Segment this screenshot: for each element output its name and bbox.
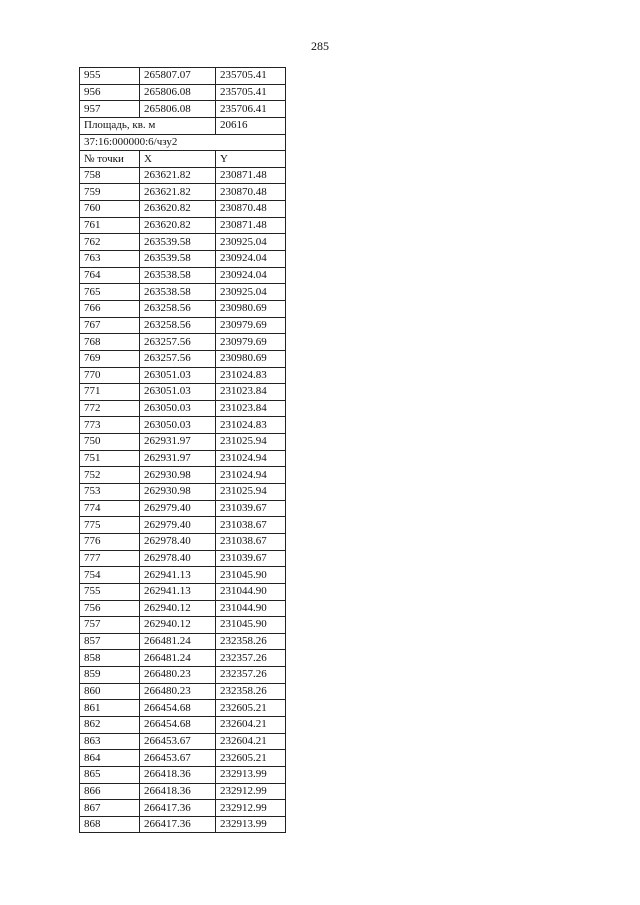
x-coordinate-cell: 263621.82 [140, 184, 216, 201]
cadastral-number-cell: 37:16:000000:6/чзу2 [80, 134, 286, 151]
x-coordinate-cell: 266454.68 [140, 700, 216, 717]
y-coordinate-cell: 232358.26 [216, 633, 286, 650]
point-number-cell: 860 [80, 683, 140, 700]
x-coordinate-cell: 262978.40 [140, 533, 216, 550]
table-row [80, 84, 286, 101]
table-row [80, 567, 286, 584]
y-coordinate-cell: 232913.99 [216, 766, 286, 783]
y-coordinate-cell: 230924.04 [216, 251, 286, 268]
y-coordinate-cell: 231024.94 [216, 450, 286, 467]
y-coordinate-cell: 231023.84 [216, 384, 286, 401]
point-number-cell: 756 [80, 600, 140, 617]
point-number-cell: 868 [80, 816, 140, 833]
y-coordinate-cell: 231025.94 [216, 434, 286, 451]
y-coordinate-cell: 232912.99 [216, 783, 286, 800]
table-row [80, 267, 286, 284]
x-coordinate-cell: 266480.23 [140, 667, 216, 684]
y-coordinate-cell: 231039.67 [216, 500, 286, 517]
point-number-cell: 956 [80, 84, 140, 101]
table-row [80, 217, 286, 234]
point-number-cell: 752 [80, 467, 140, 484]
x-coordinate-cell: 266454.68 [140, 716, 216, 733]
table-row [80, 400, 286, 417]
table-row [80, 600, 286, 617]
table-row [80, 251, 286, 268]
y-coordinate-cell: 231039.67 [216, 550, 286, 567]
x-coordinate-cell: 266418.36 [140, 783, 216, 800]
page-number: 285 [311, 39, 329, 53]
x-coordinate-cell: 263538.58 [140, 267, 216, 284]
area-value-cell: 20616 [216, 117, 286, 134]
x-coordinate-cell: 262941.13 [140, 583, 216, 600]
y-coordinate-cell: 231024.83 [216, 417, 286, 434]
table-row [80, 750, 286, 767]
point-number-cell: 773 [80, 417, 140, 434]
table-row [80, 633, 286, 650]
y-coordinate-cell: 232605.21 [216, 750, 286, 767]
x-coordinate-cell: 262931.97 [140, 450, 216, 467]
x-coordinate-cell: 265806.08 [140, 84, 216, 101]
table-row [80, 184, 286, 201]
table-row [80, 417, 286, 434]
y-coordinate-cell: 232604.21 [216, 733, 286, 750]
table-row [80, 766, 286, 783]
x-coordinate-cell: 263539.58 [140, 234, 216, 251]
x-coordinate-cell: 266481.24 [140, 633, 216, 650]
table-row [80, 467, 286, 484]
table-row [80, 617, 286, 634]
x-coordinate-cell: 262940.12 [140, 600, 216, 617]
point-number-cell: 750 [80, 434, 140, 451]
point-number-cell: 754 [80, 567, 140, 584]
table-row [80, 167, 286, 184]
y-coordinate-cell: 235706.41 [216, 101, 286, 118]
point-number-cell: 770 [80, 367, 140, 384]
coordinates-table-body [80, 68, 286, 833]
x-coordinate-cell: 263258.56 [140, 300, 216, 317]
point-number-cell: 761 [80, 217, 140, 234]
table-row [80, 533, 286, 550]
y-coordinate-cell: 232605.21 [216, 700, 286, 717]
table-row [80, 101, 286, 118]
x-coordinate-cell: 262941.13 [140, 567, 216, 584]
table-row [80, 450, 286, 467]
point-number-cell: 858 [80, 650, 140, 667]
y-coordinate-cell: 232912.99 [216, 800, 286, 817]
x-coordinate-cell: 263051.03 [140, 367, 216, 384]
point-number-cell: 775 [80, 517, 140, 534]
x-coordinate-cell: 265807.07 [140, 68, 216, 85]
point-number-cell: 777 [80, 550, 140, 567]
table-row [80, 550, 286, 567]
table-row [80, 334, 286, 351]
y-coordinate-cell: 230979.69 [216, 334, 286, 351]
point-number-cell: 766 [80, 300, 140, 317]
table-row [80, 517, 286, 534]
x-coordinate-cell: 266480.23 [140, 683, 216, 700]
y-coordinate-cell: 231038.67 [216, 533, 286, 550]
point-number-cell: 859 [80, 667, 140, 684]
point-number-cell: 765 [80, 284, 140, 301]
y-coordinate-cell: 235705.41 [216, 68, 286, 85]
y-coordinate-cell: 230979.69 [216, 317, 286, 334]
x-coordinate-cell: 266453.67 [140, 750, 216, 767]
point-number-cell: 753 [80, 484, 140, 501]
point-number-cell: 767 [80, 317, 140, 334]
y-coordinate-cell: 231023.84 [216, 400, 286, 417]
y-coordinate-cell: 231038.67 [216, 517, 286, 534]
y-header: Y [216, 151, 286, 168]
table-row [80, 284, 286, 301]
table-row [80, 500, 286, 517]
table-row [80, 583, 286, 600]
y-coordinate-cell: 232357.26 [216, 650, 286, 667]
point-number-cell: 772 [80, 400, 140, 417]
y-coordinate-cell: 230870.48 [216, 184, 286, 201]
table-row [80, 317, 286, 334]
point-number-cell: 763 [80, 251, 140, 268]
point-number-cell: 755 [80, 583, 140, 600]
point-number-cell: 760 [80, 201, 140, 218]
y-coordinate-cell: 230980.69 [216, 350, 286, 367]
point-number-cell: 776 [80, 533, 140, 550]
point-number-cell: 751 [80, 450, 140, 467]
x-coordinate-cell: 262979.40 [140, 500, 216, 517]
table-row [80, 716, 286, 733]
table-row [80, 350, 286, 367]
area-row [80, 117, 286, 134]
table-row [80, 484, 286, 501]
table-row [80, 300, 286, 317]
cadastral-row [80, 134, 286, 151]
table-row [80, 367, 286, 384]
x-coordinate-cell: 266417.36 [140, 816, 216, 833]
y-coordinate-cell: 230925.04 [216, 284, 286, 301]
point-number-cell: 759 [80, 184, 140, 201]
y-coordinate-cell: 232357.26 [216, 667, 286, 684]
point-number-cell: 955 [80, 68, 140, 85]
point-number-cell: 762 [80, 234, 140, 251]
x-coordinate-cell: 263257.56 [140, 334, 216, 351]
x-coordinate-cell: 262930.98 [140, 467, 216, 484]
table-row [80, 683, 286, 700]
table-row [80, 201, 286, 218]
point-number-cell: 768 [80, 334, 140, 351]
x-coordinate-cell: 266417.36 [140, 800, 216, 817]
table-row [80, 384, 286, 401]
y-coordinate-cell: 230925.04 [216, 234, 286, 251]
x-coordinate-cell: 263050.03 [140, 417, 216, 434]
point-number-cell: 758 [80, 167, 140, 184]
table-row [80, 800, 286, 817]
x-coordinate-cell: 263050.03 [140, 400, 216, 417]
point-number-cell: 764 [80, 267, 140, 284]
x-coordinate-cell: 263620.82 [140, 217, 216, 234]
table-row [80, 234, 286, 251]
point-number-cell: 861 [80, 700, 140, 717]
x-coordinate-cell: 262930.98 [140, 484, 216, 501]
y-coordinate-cell: 231025.94 [216, 484, 286, 501]
table-row [80, 783, 286, 800]
point-number-cell: 757 [80, 617, 140, 634]
x-coordinate-cell: 266481.24 [140, 650, 216, 667]
table-row [80, 733, 286, 750]
y-coordinate-cell: 231045.90 [216, 617, 286, 634]
y-coordinate-cell: 230871.48 [216, 217, 286, 234]
y-coordinate-cell: 230871.48 [216, 167, 286, 184]
x-coordinate-cell: 262931.97 [140, 434, 216, 451]
point-number-cell: 769 [80, 350, 140, 367]
table-row [80, 650, 286, 667]
point-number-cell: 865 [80, 766, 140, 783]
table-row [80, 667, 286, 684]
point-number-cell: 864 [80, 750, 140, 767]
y-coordinate-cell: 235705.41 [216, 84, 286, 101]
y-coordinate-cell: 231045.90 [216, 567, 286, 584]
point-number-header: № точки [80, 151, 140, 168]
y-coordinate-cell: 231044.90 [216, 600, 286, 617]
table-row [80, 700, 286, 717]
x-coordinate-cell: 262978.40 [140, 550, 216, 567]
x-coordinate-cell: 263539.58 [140, 251, 216, 268]
table-row [80, 816, 286, 833]
x-coordinate-cell: 262979.40 [140, 517, 216, 534]
table-row [80, 434, 286, 451]
y-coordinate-cell: 230980.69 [216, 300, 286, 317]
x-coordinate-cell: 263257.56 [140, 350, 216, 367]
point-number-cell: 863 [80, 733, 140, 750]
header-row [80, 151, 286, 168]
y-coordinate-cell: 230870.48 [216, 201, 286, 218]
y-coordinate-cell: 231044.90 [216, 583, 286, 600]
point-number-cell: 774 [80, 500, 140, 517]
coordinates-table [79, 67, 286, 833]
point-number-cell: 957 [80, 101, 140, 118]
area-label-cell: Площадь, кв. м [80, 117, 216, 134]
x-coordinate-cell: 263051.03 [140, 384, 216, 401]
point-number-cell: 862 [80, 716, 140, 733]
x-coordinate-cell: 265806.08 [140, 101, 216, 118]
y-coordinate-cell: 232604.21 [216, 716, 286, 733]
x-coordinate-cell: 263621.82 [140, 167, 216, 184]
x-coordinate-cell: 263538.58 [140, 284, 216, 301]
point-number-cell: 866 [80, 783, 140, 800]
y-coordinate-cell: 231024.83 [216, 367, 286, 384]
x-header: X [140, 151, 216, 168]
table-row [80, 68, 286, 85]
x-coordinate-cell: 263258.56 [140, 317, 216, 334]
x-coordinate-cell: 266418.36 [140, 766, 216, 783]
point-number-cell: 857 [80, 633, 140, 650]
point-number-cell: 771 [80, 384, 140, 401]
x-coordinate-cell: 266453.67 [140, 733, 216, 750]
y-coordinate-cell: 232358.26 [216, 683, 286, 700]
point-number-cell: 867 [80, 800, 140, 817]
y-coordinate-cell: 231024.94 [216, 467, 286, 484]
x-coordinate-cell: 263620.82 [140, 201, 216, 218]
x-coordinate-cell: 262940.12 [140, 617, 216, 634]
y-coordinate-cell: 230924.04 [216, 267, 286, 284]
y-coordinate-cell: 232913.99 [216, 816, 286, 833]
